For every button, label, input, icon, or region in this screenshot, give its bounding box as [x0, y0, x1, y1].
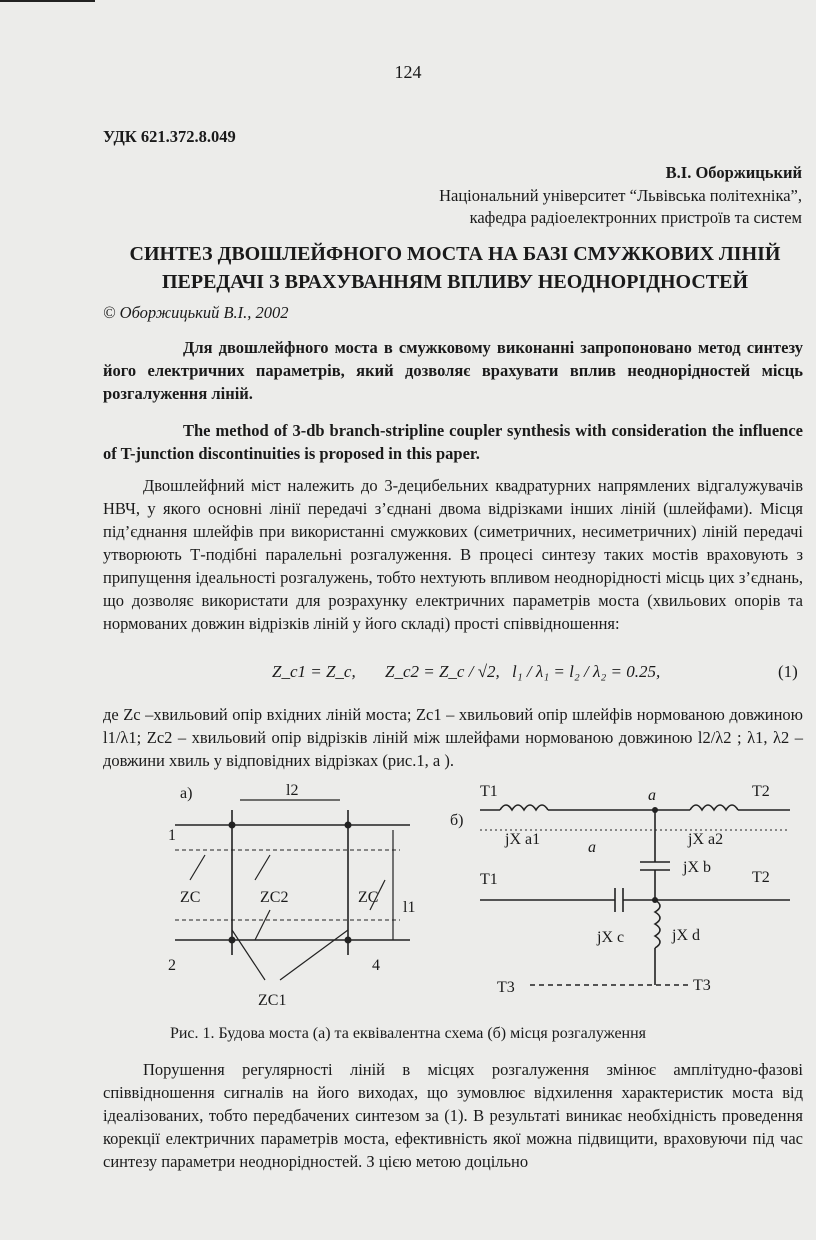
label-zc1: ZC1	[258, 992, 287, 1009]
inductor-xa2	[690, 805, 738, 810]
inductor-xa1	[500, 805, 548, 810]
label-l1: l1	[403, 899, 416, 916]
label-t3-left: T3	[497, 979, 515, 996]
copyright: © Оборжицький В.І., 2002	[103, 303, 289, 322]
port-1: 1	[168, 827, 176, 844]
figure-caption: Рис. 1. Будова моста (а) та еквівалентна схема (б) місця розгалуження	[169, 1025, 647, 1042]
label-t3-right: T3	[693, 977, 711, 994]
label-zc-left: ZC	[180, 889, 201, 906]
label-l2: l2	[286, 782, 299, 799]
arrow	[255, 855, 270, 880]
node-a-top	[652, 807, 658, 813]
node-a-mid	[652, 897, 658, 903]
equation-number: (1)	[778, 662, 798, 681]
label-t2-mid: T2	[752, 869, 770, 886]
label-node-a-mid: a	[588, 839, 596, 856]
inductor-xd	[655, 900, 660, 948]
scan-edge-line	[0, 0, 95, 2]
title-line-1: СИНТЕЗ ДВОШЛЕЙФНОГО МОСТА НА БАЗІ СМУЖКОВИХ ЛІНІЙ	[129, 243, 781, 265]
page-number: 124	[394, 62, 422, 82]
bridge-nodes	[229, 822, 352, 944]
label-b: б)	[450, 812, 464, 829]
junction-node	[229, 937, 236, 944]
udk-code: УДК 621.372.8.049	[103, 127, 236, 146]
label-jxa2: jX a2	[688, 831, 724, 848]
junction-node	[345, 937, 352, 944]
arrow	[255, 910, 270, 940]
figure-1	[0, 770, 816, 1020]
label-jxb: jX b	[683, 859, 711, 876]
equation-part-3: l₁ / λ₁ = l₂ / λ₂ = 0.25,	[512, 662, 661, 681]
label-a: а)	[180, 785, 193, 802]
equation-part-2: Z_c2 = Z_c / √2,	[385, 662, 500, 681]
bridge-labels	[168, 782, 415, 1009]
equation-part-1: Z_c1 = Z_c,	[272, 662, 356, 681]
body-paragraph-3: Порушення регулярності ліній в місцях розгалуження змінює амплітудно-фазові співвідношення сигналів на його виходах, що зумовлює відхилення характеристик моста від ідеалізованих, тобто передбачених синтезом за (1). В результаті виникає необхідність проведення корекції електричних параметрів моста, ефективність якої можна підвищити, враховуючи під час синтезу параметри неоднорідностей. З цією метою доцільно	[103, 1060, 803, 1171]
abstract-english: The method of 3-db branch-stripline coupler synthesis with consideration the influence of T-junction discontinuities is proposed in this paper.	[103, 421, 803, 463]
label-jxd: jX d	[672, 927, 700, 944]
port-4: 4	[372, 957, 380, 974]
arrow	[190, 855, 205, 880]
label-t2-top: T2	[752, 783, 770, 800]
label-jxa1: jX a1	[505, 831, 541, 848]
label-zc-right: ZC	[358, 889, 379, 906]
label-t1-top: T1	[480, 783, 498, 800]
label-node-a-top: a	[648, 787, 656, 804]
author: В.І. Оборжицький	[665, 163, 802, 182]
junction-node	[229, 822, 236, 829]
arrow	[280, 930, 348, 980]
body-paragraph-1: Двошлейфний міст належить до 3-децибельних квадратурних напрямлених відгалужувачів НВЧ, у якого основні лінії передачі з’єднані двома відрізками інших ліній (шлейфами). Місця під’єднання шлейфів при використанні смужкових (симетричних, несиметричних) ліній передачі утворюють Т-подібні паралельні розгалуження. В процесі синтезу таких мостів враховують з припущення ідеальності розгалужень, тобто нехтують впливом неоднорідності місць цих з’єднань, що дозволяє використати для розрахунку електричних параметрів моста (хвильових опорів та нормованих довжин відрізків ліній у його складі) прості співвідношення:	[103, 476, 803, 633]
abstract-ukrainian: Для двошлейфного моста в смужковому виконанні запропоновано метод синтезу його електричних параметрів, який дозволяє врахувати вплив неоднорідностей місць розгалуження ліній.	[103, 338, 803, 403]
circuit-labels	[450, 783, 770, 996]
affiliation-department: кафедра радіоелектронних пристроїв та систем	[469, 208, 802, 227]
port-2: 2	[168, 957, 176, 974]
label-zc2: ZC2	[260, 889, 289, 906]
junction-node	[345, 822, 352, 829]
label-jxc: jX c	[597, 929, 625, 946]
body-paragraph-2: де Zc –хвильовий опір вхідних ліній моста; Zc1 – хвильовий опір шлейфів нормованою довжиною l1/λ1; Zc2 – хвильовий опір відрізків ліній між шлейфами нормованою довжиною l2/λ2 ; λ1, λ2 – довжини хвиль у відповідних відрізках (рис.1, а ).	[103, 705, 803, 770]
equation-1	[0, 662, 816, 688]
paper-title	[100, 240, 810, 296]
arrow	[232, 930, 265, 980]
label-t1-mid: T1	[480, 871, 498, 888]
affiliation-university: Національний університет “Львівська політехніка”,	[439, 186, 802, 205]
title-line-2: ПЕРЕДАЧІ З ВРАХУВАННЯМ ВПЛИВУ НЕОДНОРІДНОСТЕЙ	[161, 271, 749, 293]
